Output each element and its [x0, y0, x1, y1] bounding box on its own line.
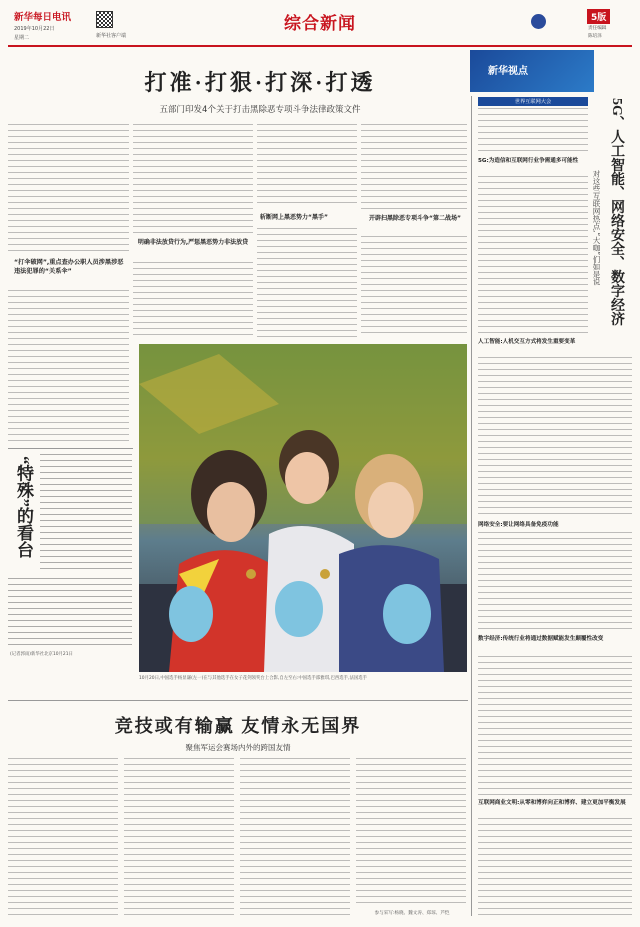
right-subhead-5g: 5G:为造信和互联网行业争需通多可能性 — [478, 158, 579, 164]
bottom-headline: 竞技或有输赢 友情永无国界 — [114, 716, 362, 736]
right-subhead-digital: 数字经济:传统行业将通过数据赋能发生颠覆性改变 — [478, 636, 604, 642]
photo-caption: 10月20日,中国选手杨显谦(左一)在与其他选手在女子花剑领奖台上合影,自左至右:中国选手邵雅琪,巴西选手,法国选手 — [139, 676, 368, 681]
lead-subhead-2: 明确非法放贷行为,严惩黑恶势力非法放贷 — [137, 239, 249, 246]
lead-subhead-4: 开辟扫黑除恶专项斗争“第二战场” — [369, 215, 461, 222]
brand-right: 新华视点 — [488, 66, 528, 77]
app-label: 新华社客户端 — [96, 33, 127, 39]
editor-name: 陈培泽 — [588, 34, 602, 39]
issue-date: 2019年10月22日 — [14, 26, 55, 32]
bottom-column-1 — [8, 758, 118, 918]
lead-column-1 — [8, 124, 129, 252]
editor-label: 责任编辑 — [588, 26, 607, 31]
issue-weekday: 星期二 — [14, 35, 30, 41]
right-body-6 — [478, 818, 632, 918]
right-vertical-subtitle: 对这些互联网热点,“大咖”们如是说 — [592, 170, 601, 286]
lead-column-1b — [8, 290, 129, 442]
column-byline: (记者郭雨)新华社北京10月21日 — [10, 652, 73, 657]
lead-subheadline: 五部门印发4个关于打击黑除恶专项斗争法律政策文件 — [159, 105, 361, 115]
page-number-badge: 5版 — [587, 9, 610, 24]
masthead — [0, 0, 640, 48]
brand-banner — [470, 50, 594, 92]
right-body-4 — [478, 532, 632, 632]
bottom-divider — [8, 700, 468, 701]
photo-scene — [139, 344, 467, 672]
column-divider — [471, 96, 472, 916]
xinhua-logo-icon — [531, 14, 546, 29]
lead-column-2b — [133, 262, 253, 338]
right-tag: 世界互联网大会 — [478, 97, 588, 106]
right-subhead-ai: 人工智能:人机交互方式将发生重要变革 — [478, 339, 576, 345]
right-subhead-next: 互联网商业文明:从零和博弈向正和博弈、建立更加平衡发展 — [478, 800, 626, 806]
column-title: “特殊”的看台 — [14, 456, 33, 558]
main-photo — [139, 344, 467, 672]
bottom-byline: 参与采写:杨晓、魏文涛、郑琼、芦恺 — [374, 911, 450, 916]
bottom-column-2 — [124, 758, 234, 918]
bottom-column-3 — [240, 758, 350, 918]
bottom-column-4 — [356, 758, 466, 906]
right-body-2 — [478, 176, 588, 334]
right-subhead-security: 网络安全:要让网络具备免疫功能 — [478, 522, 559, 528]
lead-column-3 — [257, 124, 357, 208]
right-body-1 — [478, 108, 588, 156]
section-title: 综合新闻 — [284, 14, 356, 33]
column-body-2 — [8, 578, 132, 648]
lead-column-4b — [361, 236, 467, 338]
lead-subhead-1: “打伞破网”,重点查办公职人员涉黑涉恶违法犯罪的“关系伞” — [14, 259, 124, 275]
lead-column-2 — [133, 124, 253, 234]
column-body — [40, 454, 132, 574]
right-vertical-title: 5G、人工智能、网络安全、数字经济 — [609, 98, 624, 326]
lead-headline: 打准·打狠·打深·打透 — [144, 70, 376, 95]
right-body-5 — [478, 656, 632, 796]
lead-subhead-3: 斩断网上黑恶势力“黑手” — [260, 214, 328, 221]
column-rule — [8, 448, 133, 449]
right-body-3 — [478, 357, 632, 517]
bottom-subheadline: 聚焦军运会赛场内外的跨国友情 — [185, 743, 291, 752]
lead-column-3b — [257, 228, 357, 338]
lead-column-4 — [361, 124, 467, 210]
paper-name: 新华每日电讯 — [14, 13, 72, 23]
masthead-rule — [8, 45, 632, 47]
